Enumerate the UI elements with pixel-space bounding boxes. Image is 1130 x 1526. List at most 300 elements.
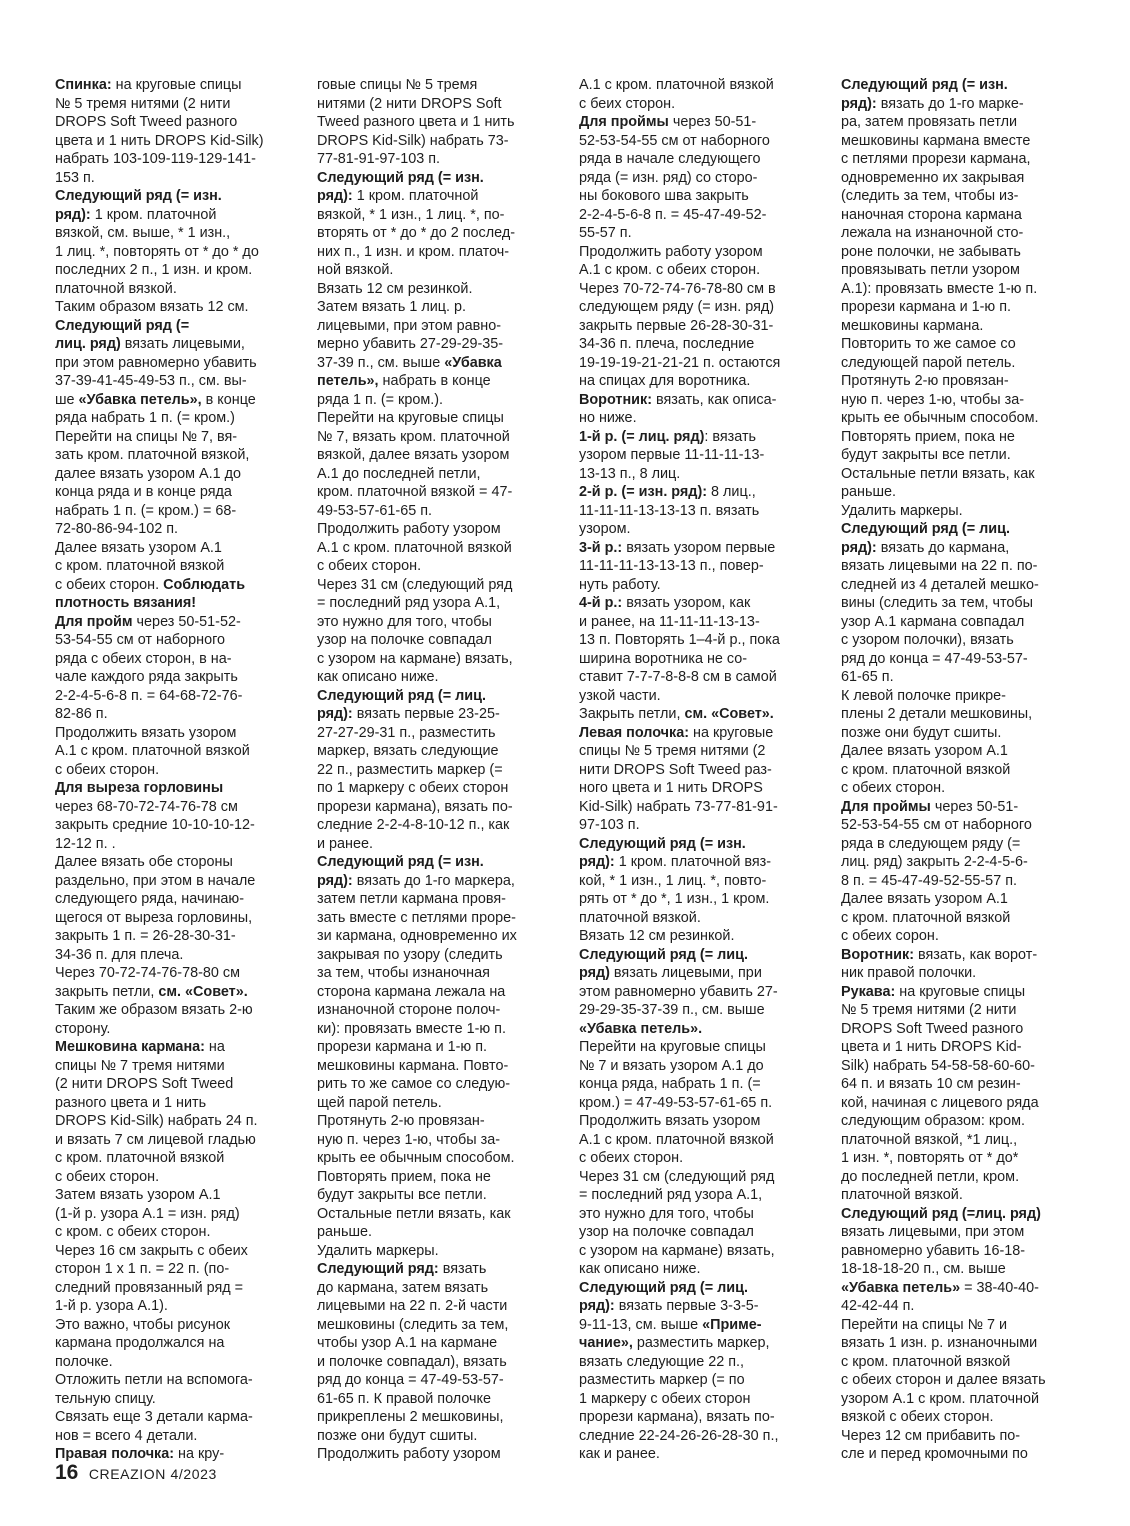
text-line <box>841 946 1079 965</box>
text-run: с обеих сторон. <box>841 780 946 796</box>
text-line <box>841 502 1079 521</box>
text-line <box>317 132 555 151</box>
text-line <box>55 428 293 447</box>
text-line <box>317 1279 555 1298</box>
text-run: узором первые 11-11-11-13- <box>579 447 765 463</box>
text-line <box>841 1260 1079 1279</box>
text-run: на спицах для воротника. <box>579 373 751 389</box>
text-line <box>841 779 1079 798</box>
text-run: 77-81-91-97-103 п. <box>317 151 440 167</box>
text-run: на круговые <box>689 724 774 741</box>
text-run: № 5 тремя нитями (2 нити <box>55 95 231 112</box>
text-line <box>841 687 1079 706</box>
text-run: нов = всего 4 детали. <box>55 1427 198 1444</box>
text-line <box>55 1390 293 1409</box>
text-line <box>841 1427 1079 1446</box>
text-run: рять от * до *, 1 изн., 1 кром. <box>579 891 770 907</box>
text-run: Повторять прием, пока не <box>317 1168 491 1185</box>
text-run: лицевыми на 22 п. 2-й части <box>317 1298 508 1314</box>
text-run: вязать лицевыми, при этом <box>841 1224 1025 1240</box>
text-line <box>55 890 293 909</box>
bold-text-run: Следующий ряд (= изн. <box>579 835 746 852</box>
text-run: 8 п. = 45-47-49-52-55-57 п. <box>841 872 1017 889</box>
text-run: DROPS Soft Tweed разного <box>55 114 238 130</box>
text-run: лицевыми, при этом равно- <box>317 317 502 334</box>
text-run: 49-53-57-61-65 п. <box>317 502 432 519</box>
text-line <box>317 1205 555 1224</box>
text-line <box>55 1353 293 1372</box>
text-line <box>55 631 293 650</box>
text-run: платочной вязкой, *1 лиц., <box>841 1131 1018 1148</box>
text-run: на круговые спицы <box>111 77 242 93</box>
text-line <box>55 113 293 132</box>
text-line <box>317 983 555 1002</box>
text-run: но ниже. <box>579 410 637 426</box>
text-run: с кром. платочной вязкой <box>841 1353 1011 1370</box>
text-line <box>55 409 293 428</box>
text-line <box>841 1149 1079 1168</box>
bold-text-run: Следующий ряд (= лиц. <box>579 1279 748 1296</box>
text-line <box>841 1223 1079 1242</box>
text-run: Таким же образом вязать 2-ю <box>55 1002 253 1018</box>
text-run: 18-18-18-20 п., см. выше <box>841 1261 1006 1277</box>
text-run: Продолжить работу узором <box>317 521 501 537</box>
text-run: А.1 с кром. платочной вязкой <box>579 1131 774 1148</box>
text-run: закрывая по узору (следить <box>317 946 503 963</box>
bold-text-run: Рукава: <box>841 983 896 1000</box>
text-line <box>317 705 555 724</box>
text-run: кой, * 1 изн., 1 лиц. *, повто- <box>579 872 767 889</box>
text-line <box>841 446 1079 465</box>
text-line <box>579 705 817 724</box>
text-line <box>841 631 1079 650</box>
page-footer <box>55 1461 217 1485</box>
text-line <box>55 798 293 817</box>
text-line <box>579 816 817 835</box>
text-run: Далее вязать узором А.1 <box>841 891 1008 907</box>
text-run: следующем ряду (= изн. ряд) <box>579 299 775 315</box>
text-line <box>579 576 817 595</box>
bold-text-run: ряд) <box>579 965 610 981</box>
text-line <box>579 1260 817 1279</box>
text-line <box>317 206 555 225</box>
text-line <box>841 668 1079 687</box>
text-run: вязать лицевыми, <box>120 336 245 352</box>
text-run: с обеих сорон. <box>841 928 939 944</box>
text-line <box>841 557 1079 576</box>
text-run: вязать первые 23-25- <box>352 706 500 722</box>
text-line <box>55 1020 293 1039</box>
text-line <box>579 280 817 299</box>
text-line <box>317 520 555 539</box>
text-run: нуть работу. <box>579 576 661 593</box>
text-run: вторять от * до * до 2 послед- <box>317 225 516 241</box>
text-line <box>55 132 293 151</box>
text-run: 1 кром. платочной <box>90 206 217 223</box>
text-line <box>317 668 555 687</box>
text-run: на <box>204 1039 225 1055</box>
bold-text-run: Для проймы <box>579 114 669 130</box>
text-run: 37-39-41-45-49-53 п., см. вы- <box>55 373 247 389</box>
text-line <box>55 1408 293 1427</box>
text-line <box>55 705 293 724</box>
text-line <box>579 946 817 965</box>
text-run: вязать до 1-го марке- <box>876 95 1024 112</box>
text-line <box>841 243 1079 262</box>
text-line <box>579 631 817 650</box>
text-line <box>579 761 817 780</box>
text-column-4 <box>841 76 1079 1464</box>
text-run: рить то же самое со следую- <box>317 1076 511 1092</box>
text-run: № 7 и вязать узором А.1 до <box>579 1057 764 1074</box>
text-run: Перейти на спицы № 7, вя- <box>55 428 238 445</box>
text-run: 55-57 п. <box>579 225 632 241</box>
text-run: Далее вязать обе стороны <box>55 854 233 870</box>
text-line <box>841 95 1079 114</box>
text-line <box>579 539 817 558</box>
text-line <box>579 243 817 262</box>
text-line <box>55 298 293 317</box>
text-run: 12-12 п. . <box>55 835 116 852</box>
text-run: мешковины кармана вместе <box>841 132 1031 149</box>
text-run: как описано ниже. <box>579 1261 701 1277</box>
bold-text-run: 4-й р.: <box>579 595 623 611</box>
text-line <box>579 650 817 669</box>
text-run: 9-11-13, см. выше <box>579 1316 703 1333</box>
text-line <box>579 687 817 706</box>
text-line <box>579 927 817 946</box>
text-line <box>317 354 555 373</box>
text-run: следующего ряда, начинаю- <box>55 891 245 907</box>
text-line <box>579 372 817 391</box>
text-run: 11-11-11-13-13-13 п. вязать <box>579 502 760 519</box>
text-line <box>841 1371 1079 1390</box>
text-line <box>317 1038 555 1057</box>
text-run: Перейти на круговые спицы <box>317 410 504 426</box>
text-run: на кру- <box>174 1446 225 1462</box>
text-run: чале каждого ряда закрыть <box>55 669 238 685</box>
text-line <box>55 613 293 632</box>
bold-text-run: Левая полочка: <box>579 724 690 741</box>
text-run: 34-36 п. для плеча. <box>55 946 184 963</box>
text-run: вязкой, см. выше, * 1 изн., <box>55 225 231 241</box>
bold-text-run: Правая полочка: <box>55 1446 175 1462</box>
text-run: цвета и 1 нить DROPS Kid-Silk) <box>55 132 264 149</box>
text-run: с обеих сторон. <box>55 761 160 778</box>
text-run: с обеих сторон. <box>55 1168 160 1185</box>
text-line <box>579 1316 817 1335</box>
text-line <box>55 483 293 502</box>
text-line <box>579 594 817 613</box>
text-line <box>579 1001 817 1020</box>
text-line <box>841 1297 1079 1316</box>
text-run: затем петли кармана провя- <box>317 891 506 907</box>
text-line <box>841 927 1079 946</box>
text-run: узор на полочке совпадал <box>317 632 492 648</box>
text-run: изнаночной стороне полоч- <box>317 1002 501 1018</box>
text-line <box>317 113 555 132</box>
text-line <box>317 224 555 243</box>
text-line <box>841 261 1079 280</box>
text-run: зать вместе с петлями проре- <box>317 909 516 926</box>
text-run: равномерно убавить 16-18- <box>841 1242 1026 1259</box>
text-line <box>317 150 555 169</box>
text-line <box>841 169 1079 188</box>
text-line <box>579 872 817 891</box>
text-run: Отложить петли на вспомога- <box>55 1372 253 1388</box>
text-line <box>55 1001 293 1020</box>
text-line <box>841 483 1079 502</box>
text-line <box>55 1131 293 1150</box>
text-run: спицы № 7 тремя нитями <box>55 1057 225 1074</box>
bold-text-run: Следующий ряд (= изн. <box>317 854 484 870</box>
text-line <box>55 816 293 835</box>
text-line <box>317 909 555 928</box>
text-run: платочной вязкой. <box>841 1187 963 1203</box>
text-run: чтобы узор А.1 на кармане <box>317 1335 498 1351</box>
text-run: 34-36 п. плеча, последние <box>579 336 755 352</box>
text-run: разместить маркер (= по <box>579 1372 745 1388</box>
text-line <box>841 335 1079 354</box>
text-run: ной вязкой. <box>317 262 394 278</box>
text-line <box>317 742 555 761</box>
text-run: сле и перед кромочными по <box>841 1446 1028 1462</box>
text-line <box>841 613 1079 632</box>
text-run: и полочке совпадал), вязать <box>317 1353 507 1370</box>
text-line <box>579 95 817 114</box>
text-run: узор на полочке совпадал <box>579 1224 754 1240</box>
bold-text-run: ряд): <box>317 872 353 889</box>
text-run: как и ранее. <box>579 1446 660 1462</box>
text-run: кром.) = 47-49-53-57-61-65 п. <box>579 1094 773 1111</box>
text-run: Tweed разного цвета и 1 нить <box>317 114 515 130</box>
text-line <box>579 724 817 743</box>
text-run: 19-19-19-21-21-21 п. остаются <box>579 354 781 371</box>
text-run: платочной вязкой. <box>55 280 177 297</box>
text-line <box>579 483 817 502</box>
text-line <box>579 409 817 428</box>
text-line <box>579 1112 817 1131</box>
text-line <box>55 927 293 946</box>
text-run: Через 31 см (следующий ряд <box>317 576 513 593</box>
text-line <box>55 1334 293 1353</box>
text-line <box>841 113 1079 132</box>
bold-text-run: Следующий ряд (= изн. <box>55 188 222 204</box>
text-line <box>841 1186 1079 1205</box>
text-run: щей парой петель. <box>317 1094 442 1111</box>
text-line <box>317 1112 555 1131</box>
text-line <box>841 465 1079 484</box>
text-run: 8 лиц., <box>707 484 756 500</box>
text-run: наночная сторона кармана <box>841 206 1022 223</box>
text-line <box>317 1445 555 1464</box>
text-line <box>841 742 1079 761</box>
text-line <box>579 428 817 447</box>
text-run: раньше. <box>841 484 896 500</box>
text-run: в конце <box>201 391 256 408</box>
text-line <box>579 964 817 983</box>
text-line <box>317 502 555 521</box>
text-run: с кром. платочной вязкой <box>55 558 225 574</box>
text-line <box>317 446 555 465</box>
text-line <box>579 187 817 206</box>
text-line <box>55 280 293 299</box>
text-run: с узором на кармане) вязать, <box>317 650 513 667</box>
text-line <box>317 1020 555 1039</box>
text-run: ряда 1 п. (= кром.). <box>317 391 444 408</box>
text-run: мешковины кармана. Повто- <box>317 1057 509 1074</box>
bold-text-run: Воротник: <box>841 946 914 963</box>
text-line <box>55 1260 293 1279</box>
text-line <box>841 1075 1079 1094</box>
text-run: 22 п., разместить маркер (= <box>317 761 503 778</box>
text-line <box>55 224 293 243</box>
text-line <box>841 298 1079 317</box>
text-run: прорези кармана и 1-ю п. <box>841 299 1012 315</box>
text-line <box>55 1316 293 1335</box>
bold-text-run: 2-й р. (= изн. ряд): <box>579 484 708 500</box>
text-run: далее вязать узором А.1 до <box>55 465 241 482</box>
text-run: Связать еще 3 детали карма- <box>55 1409 253 1425</box>
text-line <box>841 853 1079 872</box>
text-run: лежала на изнаночной сто- <box>841 225 1024 241</box>
text-line <box>579 1408 817 1427</box>
text-line <box>55 1279 293 1298</box>
text-run: провязывать петли узором <box>841 262 1020 278</box>
text-run: вязать до 1-го маркера, <box>352 872 515 889</box>
text-line <box>55 576 293 595</box>
text-run: 29-29-35-37-39 п., см. выше <box>579 1002 765 1018</box>
text-run: ширина воротника не со- <box>579 650 748 667</box>
magazine-issue: CREAZION 4/2023 <box>88 1466 217 1482</box>
text-line <box>841 724 1079 743</box>
text-line <box>317 872 555 891</box>
text-line <box>55 946 293 965</box>
text-run: ряда в начале следующего <box>579 151 761 167</box>
text-run: ную п. через 1-ю, чтобы за- <box>841 391 1025 408</box>
text-line <box>317 1094 555 1113</box>
bold-text-run: «Убавка <box>444 354 502 371</box>
text-run: А.1): провязать вместе 1-ю п. <box>841 280 1038 297</box>
text-run: 1 лиц. *, повторять от * до * до <box>55 243 259 260</box>
text-line <box>55 1094 293 1113</box>
text-run: кармана продолжался на <box>55 1335 225 1351</box>
text-line <box>317 243 555 262</box>
text-line <box>317 1353 555 1372</box>
text-run: Через 12 см прибавить по- <box>841 1427 1021 1444</box>
text-run: конца ряда и в конце ряда <box>55 484 232 500</box>
text-column-3 <box>579 76 817 1464</box>
text-run: Таким образом вязать 12 см. <box>55 299 249 315</box>
text-run: (следить за тем, чтобы из- <box>841 188 1019 204</box>
text-run: Удалить маркеры. <box>841 502 963 519</box>
text-line <box>841 798 1079 817</box>
text-run: Далее вязать узором А.1 <box>55 539 222 556</box>
text-line <box>317 1149 555 1168</box>
text-run: Перейти на спицы № 7 и <box>841 1316 1008 1333</box>
text-run: Вязать 12 см резинкой. <box>317 280 473 297</box>
text-line <box>579 298 817 317</box>
text-line <box>55 150 293 169</box>
text-run: вязать до кармана, <box>876 539 1010 556</box>
text-line <box>579 1223 817 1242</box>
text-run: = последний ряд узора А.1, <box>579 1187 763 1203</box>
text-run: щегося от выреза горловины, <box>55 909 253 926</box>
text-run: = последний ряд узора А.1, <box>317 595 501 611</box>
text-run: вязкой с обеих сторон. <box>841 1409 994 1425</box>
text-line <box>317 964 555 983</box>
text-run: 1 изн. *, повторять от * до* <box>841 1150 1019 1166</box>
text-run: мешковины кармана. <box>841 317 984 334</box>
text-line <box>579 465 817 484</box>
text-line <box>317 576 555 595</box>
text-line <box>55 76 293 95</box>
text-line <box>317 187 555 206</box>
text-line <box>841 187 1079 206</box>
text-run: 82-86 п. <box>55 706 108 722</box>
text-run: узкой части. <box>579 687 661 704</box>
text-run: будут закрыты все петли. <box>317 1187 487 1203</box>
text-run: ную п. через 1-ю, чтобы за- <box>317 1131 501 1148</box>
text-line <box>841 594 1079 613</box>
text-run: зи кармана, одновременно их <box>317 928 517 944</box>
bold-text-run: 1-й р. (= лиц. ряд) <box>579 428 705 445</box>
bold-text-run: ряд): <box>579 1298 615 1314</box>
bold-text-run: ряд): <box>55 206 91 223</box>
text-run: через 50-51-52- <box>132 613 241 630</box>
text-line <box>579 391 817 410</box>
text-run: 153 п. <box>55 169 95 186</box>
text-line <box>841 650 1079 669</box>
text-run: полочке. <box>55 1353 113 1370</box>
text-line <box>579 317 817 336</box>
text-line <box>55 761 293 780</box>
text-run: через 68-70-72-74-76-78 см <box>55 798 238 815</box>
text-line <box>55 95 293 114</box>
text-line <box>317 465 555 484</box>
text-line <box>579 1094 817 1113</box>
text-run: ряд до конца = 47-49-53-57- <box>317 1372 504 1388</box>
text-run: 2-2-4-5-6-8 п. = 45-47-49-52- <box>579 206 767 223</box>
text-line <box>317 631 555 650</box>
text-line <box>55 724 293 743</box>
text-line <box>55 206 293 225</box>
bold-text-run: Следующий ряд (= изн. <box>317 169 484 186</box>
bold-text-run: плотность вязания! <box>55 595 197 611</box>
text-run: Затем вязать узором А.1 <box>55 1187 221 1203</box>
text-run: 42-42-44 п. <box>841 1298 915 1314</box>
text-run: Через 70-72-74-76-78-80 см в <box>579 280 776 297</box>
text-run: вязать первые 3-3-5- <box>614 1298 759 1314</box>
text-line <box>841 1316 1079 1335</box>
bold-text-run: ряд): <box>841 95 877 112</box>
text-run: следние 2-2-4-8-10-12 п., как <box>317 817 510 833</box>
text-line <box>317 391 555 410</box>
text-line <box>55 1205 293 1224</box>
text-line <box>841 428 1079 447</box>
text-line <box>317 1316 555 1335</box>
text-line <box>317 890 555 909</box>
text-line <box>579 1371 817 1390</box>
text-line <box>579 983 817 1002</box>
text-run: маркер, вязать следующие <box>317 743 499 759</box>
text-line <box>579 502 817 521</box>
bold-text-run: ряд): <box>841 539 877 556</box>
text-run: с узором полочки), вязать <box>841 632 1014 648</box>
text-line <box>579 1075 817 1094</box>
text-line <box>317 372 555 391</box>
text-line <box>841 1408 1079 1427</box>
